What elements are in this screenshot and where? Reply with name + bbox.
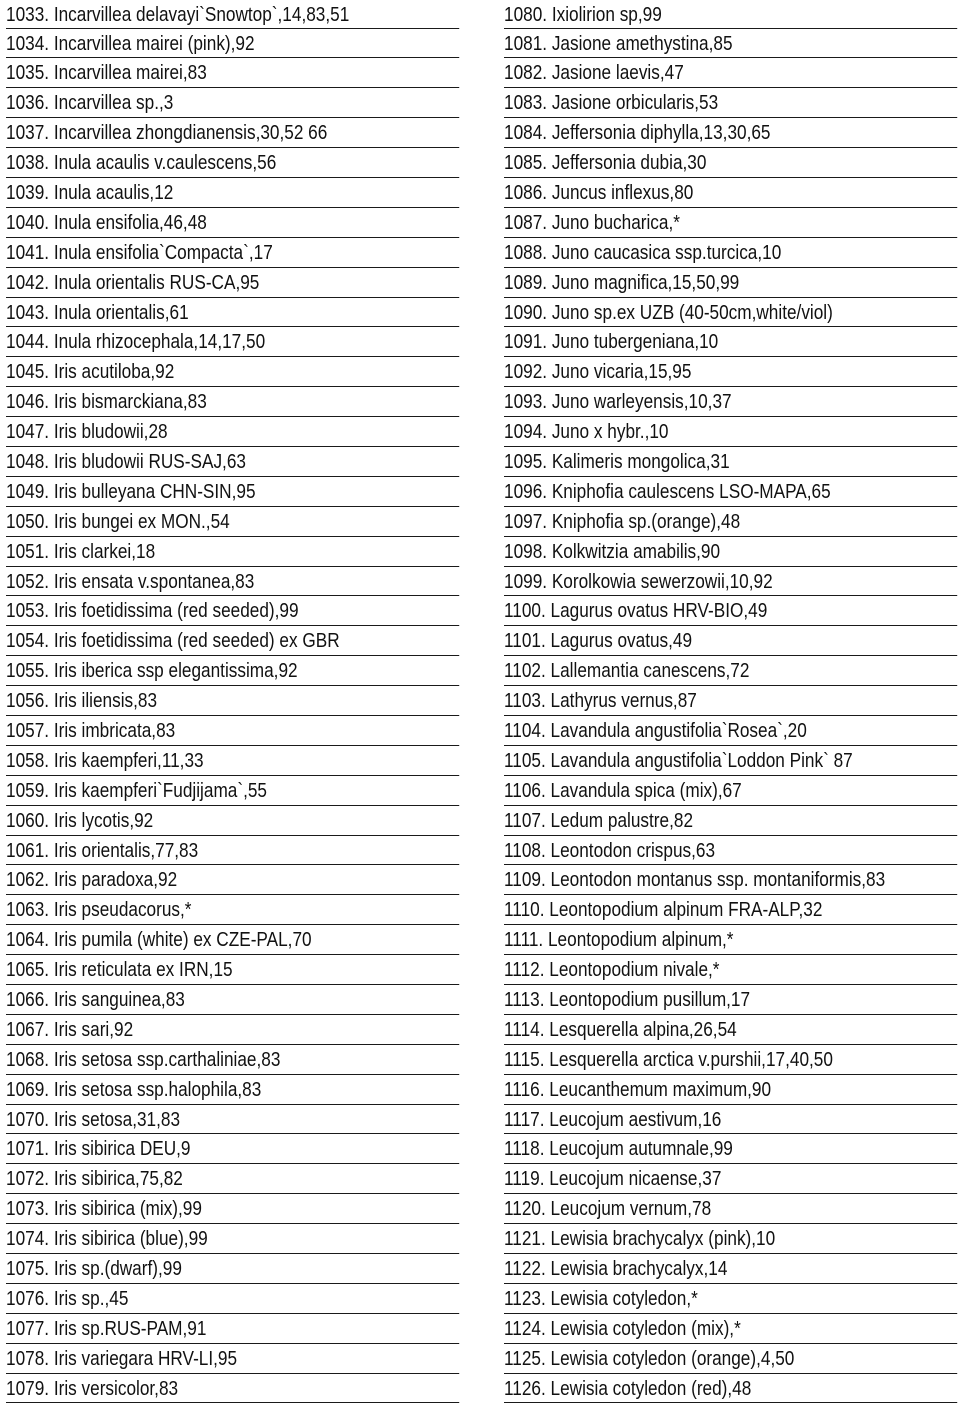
list-item: 1056. Iris iliensis,83 — [6, 686, 459, 716]
list-item: 1109. Leontodon montanus ssp. montaniformis,83 — [504, 865, 957, 895]
list-item: 1081. Jasione amethystina,85 — [504, 29, 957, 59]
list-item: 1078. Iris variegara HRV-LI,95 — [6, 1344, 459, 1374]
list-item: 1039. Inula acaulis,12 — [6, 178, 459, 208]
list-item: 1097. Kniphofia sp.(orange),48 — [504, 507, 957, 537]
right-column — [504, 0, 958, 1403]
list-item: 1091. Juno tubergeniana,10 — [504, 327, 957, 357]
list-item: 1074. Iris sibirica (blue),99 — [6, 1224, 459, 1254]
list-item: 1119. Leucojum nicaense,37 — [504, 1164, 957, 1194]
list-item: 1046. Iris bismarckiana,83 — [6, 387, 459, 417]
list-item: 1057. Iris imbricata,83 — [6, 716, 459, 746]
list-item: 1071. Iris sibirica DEU,9 — [6, 1134, 459, 1164]
list-item: 1090. Juno sp.ex UZB (40-50cm,white/viol) — [504, 298, 957, 328]
list-item: 1115. Lesquerella arctica v.purshii,17,40,50 — [504, 1045, 957, 1075]
list-item: 1118. Leucojum autumnale,99 — [504, 1134, 957, 1164]
list-item: 1062. Iris paradoxa,92 — [6, 865, 459, 895]
list-item: 1117. Leucojum aestivum,16 — [504, 1105, 957, 1135]
list-item: 1069. Iris setosa ssp.halophila,83 — [6, 1075, 459, 1105]
list-item: 1082. Jasione laevis,47 — [504, 58, 957, 88]
list-item: 1065. Iris reticulata ex IRN,15 — [6, 955, 459, 985]
list-item: 1034. Incarvillea mairei (pink),92 — [6, 29, 459, 59]
list-item: 1053. Iris foetidissima (red seeded),99 — [6, 596, 459, 626]
list-item: 1098. Kolkwitzia amabilis,90 — [504, 537, 957, 567]
list-item: 1101. Lagurus ovatus,49 — [504, 626, 957, 656]
list-item: 1054. Iris foetidissima (red seeded) ex GBR — [6, 626, 459, 656]
list-item: 1111. Leontopodium alpinum,* — [504, 925, 957, 955]
list-item: 1061. Iris orientalis,77,83 — [6, 836, 459, 866]
list-item: 1093. Juno warleyensis,10,37 — [504, 387, 957, 417]
list-item: 1059. Iris kaempferi`Fudjijama`,55 — [6, 776, 459, 806]
list-item: 1108. Leontodon crispus,63 — [504, 836, 957, 866]
list-item: 1044. Inula rhizocephala,14,17,50 — [6, 327, 459, 357]
list-item: 1112. Leontopodium nivale,* — [504, 955, 957, 985]
list-item: 1083. Jasione orbicularis,53 — [504, 88, 957, 118]
list-item: 1099. Korolkowia sewerzowii,10,92 — [504, 567, 957, 597]
list-item: 1051. Iris clarkei,18 — [6, 537, 459, 567]
list-item: 1123. Lewisia cotyledon,* — [504, 1284, 957, 1314]
list-item: 1114. Lesquerella alpina,26,54 — [504, 1015, 957, 1045]
list-item: 1121. Lewisia brachycalyx (pink),10 — [504, 1224, 957, 1254]
list-item: 1089. Juno magnifica,15,50,99 — [504, 268, 957, 298]
list-item: 1052. Iris ensata v.spontanea,83 — [6, 567, 459, 597]
list-item: 1048. Iris bludowii RUS-SAJ,63 — [6, 447, 459, 477]
list-item: 1049. Iris bulleyana CHN-SIN,95 — [6, 477, 459, 507]
list-item: 1095. Kalimeris mongolica,31 — [504, 447, 957, 477]
list-item: 1087. Juno bucharica,* — [504, 208, 957, 238]
list-item: 1094. Juno x hybr.,10 — [504, 417, 957, 447]
list-item: 1037. Incarvillea zhongdianensis,30,52 66 — [6, 118, 459, 148]
list-item: 1068. Iris setosa ssp.carthaliniae,83 — [6, 1045, 459, 1075]
list-item: 1086. Juncus inflexus,80 — [504, 178, 957, 208]
list-item: 1063. Iris pseudacorus,* — [6, 895, 459, 925]
list-item: 1104. Lavandula angustifolia`Rosea`,20 — [504, 716, 957, 746]
list-item: 1067. Iris sari,92 — [6, 1015, 459, 1045]
list-item: 1076. Iris sp.,45 — [6, 1284, 459, 1314]
list-item: 1126. Lewisia cotyledon (red),48 — [504, 1374, 957, 1404]
list-item: 1077. Iris sp.RUS-PAM,91 — [6, 1314, 459, 1344]
list-item: 1042. Inula orientalis RUS-CA,95 — [6, 268, 459, 298]
list-item: 1055. Iris iberica ssp elegantissima,92 — [6, 656, 459, 686]
list-item: 1105. Lavandula angustifolia`Loddon Pink` 87 — [504, 746, 957, 776]
list-item: 1043. Inula orientalis,61 — [6, 298, 459, 328]
list-item: 1040. Inula ensifolia,46,48 — [6, 208, 459, 238]
list-item: 1085. Jeffersonia dubia,30 — [504, 148, 957, 178]
list-item: 1102. Lallemantia canescens,72 — [504, 656, 957, 686]
list-item: 1103. Lathyrus vernus,87 — [504, 686, 957, 716]
list-item: 1075. Iris sp.(dwarf),99 — [6, 1254, 459, 1284]
list-item: 1110. Leontopodium alpinum FRA-ALP,32 — [504, 895, 957, 925]
list-item: 1033. Incarvillea delavayi`Snowtop`,14,83,51 — [6, 0, 459, 29]
list-item: 1073. Iris sibirica (mix),99 — [6, 1194, 459, 1224]
list-item: 1096. Kniphofia caulescens LSO-MAPA,65 — [504, 477, 957, 507]
list-item: 1050. Iris bungei ex MON.,54 — [6, 507, 459, 537]
list-item: 1079. Iris versicolor,83 — [6, 1374, 459, 1404]
list-item: 1107. Ledum palustre,82 — [504, 806, 957, 836]
list-item: 1125. Lewisia cotyledon (orange),4,50 — [504, 1344, 957, 1374]
list-item: 1060. Iris lycotis,92 — [6, 806, 459, 836]
list-item: 1120. Leucojum vernum,78 — [504, 1194, 957, 1224]
left-column — [6, 0, 460, 1403]
list-item: 1041. Inula ensifolia`Compacta`,17 — [6, 238, 459, 268]
list-item: 1122. Lewisia brachycalyx,14 — [504, 1254, 957, 1284]
list-item: 1092. Juno vicaria,15,95 — [504, 357, 957, 387]
list-item: 1088. Juno caucasica ssp.turcica,10 — [504, 238, 957, 268]
list-item: 1035. Incarvillea mairei,83 — [6, 58, 459, 88]
list-item: 1116. Leucanthemum maximum,90 — [504, 1075, 957, 1105]
list-item: 1058. Iris kaempferi,11,33 — [6, 746, 459, 776]
list-item: 1036. Incarvillea sp.,3 — [6, 88, 459, 118]
list-item: 1070. Iris setosa,31,83 — [6, 1105, 459, 1135]
list-item: 1113. Leontopodium pusillum,17 — [504, 985, 957, 1015]
list-item: 1124. Lewisia cotyledon (mix),* — [504, 1314, 957, 1344]
list-item: 1084. Jeffersonia diphylla,13,30,65 — [504, 118, 957, 148]
list-item: 1100. Lagurus ovatus HRV-BIO,49 — [504, 596, 957, 626]
list-item: 1047. Iris bludowii,28 — [6, 417, 459, 447]
list-item: 1038. Inula acaulis v.caulescens,56 — [6, 148, 459, 178]
list-item: 1045. Iris acutiloba,92 — [6, 357, 459, 387]
list-item: 1106. Lavandula spica (mix),67 — [504, 776, 957, 806]
list-item: 1080. Ixiolirion sp,99 — [504, 0, 957, 29]
list-item: 1072. Iris sibirica,75,82 — [6, 1164, 459, 1194]
list-item: 1066. Iris sanguinea,83 — [6, 985, 459, 1015]
list-item: 1064. Iris pumila (white) ex CZE-PAL,70 — [6, 925, 459, 955]
